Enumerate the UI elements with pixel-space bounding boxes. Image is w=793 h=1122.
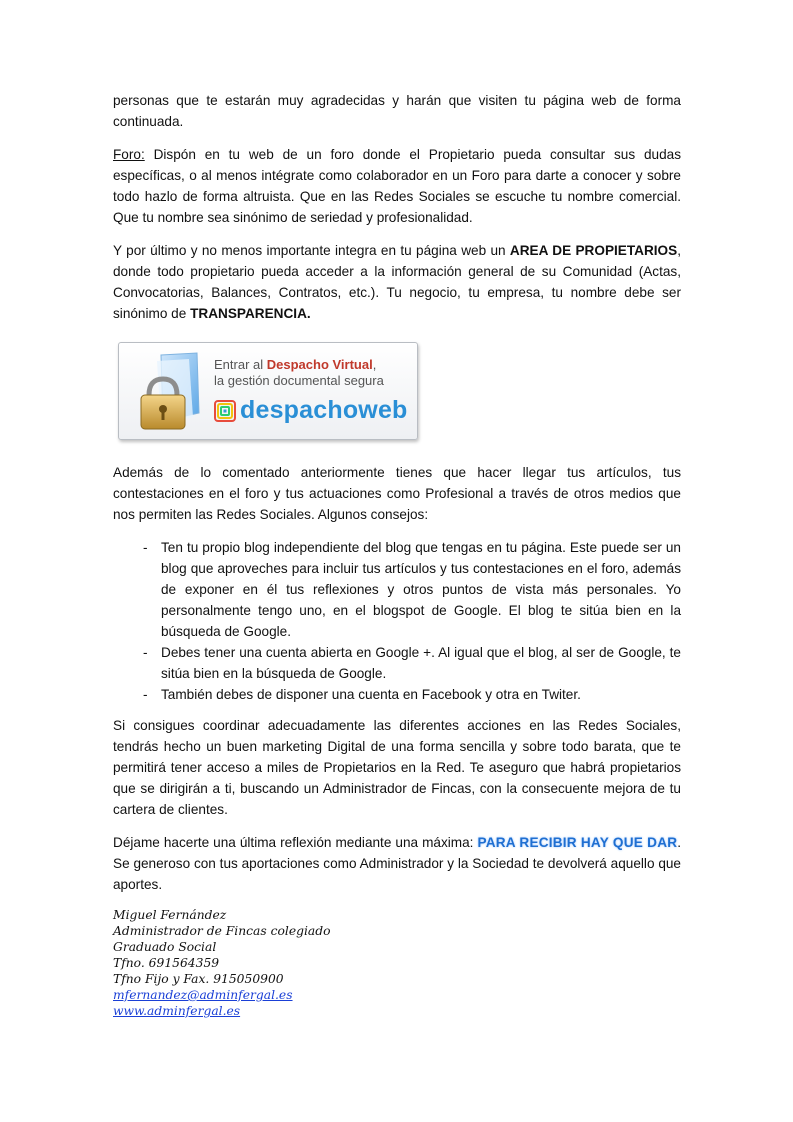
paragraph-reflexion xyxy=(113,832,681,895)
signature-block xyxy=(113,907,681,1019)
paragraph-area-propietarios xyxy=(113,240,681,324)
list-dash: - xyxy=(143,540,148,555)
maxima-highlight: PARA RECIBIR HAY QUE DAR xyxy=(477,835,678,850)
transparencia-bold: TRANSPARENCIA. xyxy=(190,306,311,321)
foro-label: Foro: xyxy=(113,147,145,162)
signature-title: Administrador de Fincas colegiado xyxy=(113,924,331,938)
foro-text: Dispón en tu web de un foro donde el Propietario pueda consultar sus dudas específicas, o al menos intégrate como colaborador en un Foro para darte a conocer y sobre todo hazlo de forma altruista. Que en las Redes Sociales se escuche tu nombre comercial. Que tu nombre sea sinónimo de seriedad y profesionalidad. xyxy=(113,147,681,225)
banner-line-1-pre: Entrar al xyxy=(214,357,267,372)
paragraph-marketing-text: Si consigues coordinar adecuadamente las diferentes acciones en las Redes Sociales, tendrás hecho un buen marketing Digital de una forma sencilla y sobre todo barata, que te permitirá tener acceso a miles de Propietarios en la Red. Te aseguro que habrá propietarios que se dirigirán a ti, buscando un Administrador de Fincas, con la consecuente mejora de tu cartera de clientes. xyxy=(113,718,681,817)
paragraph-marketing xyxy=(113,715,681,820)
list-item xyxy=(113,537,681,642)
paragraph-intro xyxy=(113,90,681,132)
paragraph-redes xyxy=(113,462,681,525)
signature-degree: Graduado Social xyxy=(113,940,217,954)
banner-despacho-virtual: Despacho Virtual xyxy=(266,357,373,372)
list-item xyxy=(113,684,681,705)
paragraph-intro-text: personas que te estarán muy agradecidas y harán que visiten tu página web de forma continuada. xyxy=(113,93,681,129)
list-dash: - xyxy=(143,687,148,702)
banner-line-2: la gestión documental segura xyxy=(214,373,384,388)
banner-line-1 xyxy=(214,357,376,373)
reflexion-post: . Se generoso con tus aportaciones como Administrador y la Sociedad te devolverá aquello que aportes. xyxy=(113,835,682,892)
despachoweb-logo-text: despachoweb xyxy=(240,396,408,424)
list-item-text: Debes tener una cuenta abierta en Google +. Al igual que el blog, al ser de Google, te sitúa bien en la búsqueda de Google. xyxy=(161,645,681,681)
signature-phone: Tfno. 691564359 xyxy=(113,956,220,970)
area-text-pre: Y por último y no menos importante integra en tu página web un xyxy=(113,243,510,258)
area-text-post: , donde todo propietario pueda acceder a la información general de su Comunidad (Actas, Convocatorias, Balances, Contratos, etc.). Tu negocio, tu empresa, tu nombre debe ser sinónimo de xyxy=(113,243,681,321)
list-item-text: Ten tu propio blog independiente del blog que tengas en tu página. Este puede ser un blog que aproveches para incluir tus artículos y tus contestaciones en el foro, además de exponer en él tus reflexiones y otros puntos de vista más personales. Yo personalmente tengo uno, en el blogspot de Google. El blog te sitúa bien en la búsqueda de Google. xyxy=(161,540,681,639)
reflexion-pre: Déjame hacerte una última reflexión mediante una máxima: xyxy=(113,835,478,850)
folder-lock-icon xyxy=(127,351,209,435)
signature-web-link[interactable]: www.adminfergal.es xyxy=(113,1004,241,1018)
area-propietarios-bold: AREA DE PROPIETARIOS xyxy=(509,243,678,258)
list-item xyxy=(113,642,681,684)
paragraph-redes-text: Además de lo comentado anteriormente tienes que hacer llegar tus artículos, tus contestaciones en el foro y tus actuaciones como Profesional a través de otros medios que nos permiten las Redes Sociales. Algunos consejos: xyxy=(113,465,681,522)
banner-line-1-post: , xyxy=(372,357,377,372)
consejos-list xyxy=(113,537,681,705)
list-item-text: También debes de disponer una cuenta en Facebook y otra en Twiter. xyxy=(161,687,581,702)
despacho-virtual-banner[interactable] xyxy=(118,342,418,440)
despachoweb-logo-icon xyxy=(214,400,236,422)
signature-name: Miguel Fernández xyxy=(113,908,227,922)
signature-fax: Tfno Fijo y Fax. 915050900 xyxy=(113,972,284,986)
signature-email-link[interactable]: mfernandez@adminfergal.es xyxy=(113,988,293,1002)
list-dash: - xyxy=(143,645,148,660)
document-body xyxy=(113,90,681,1019)
paragraph-foro xyxy=(113,144,681,228)
